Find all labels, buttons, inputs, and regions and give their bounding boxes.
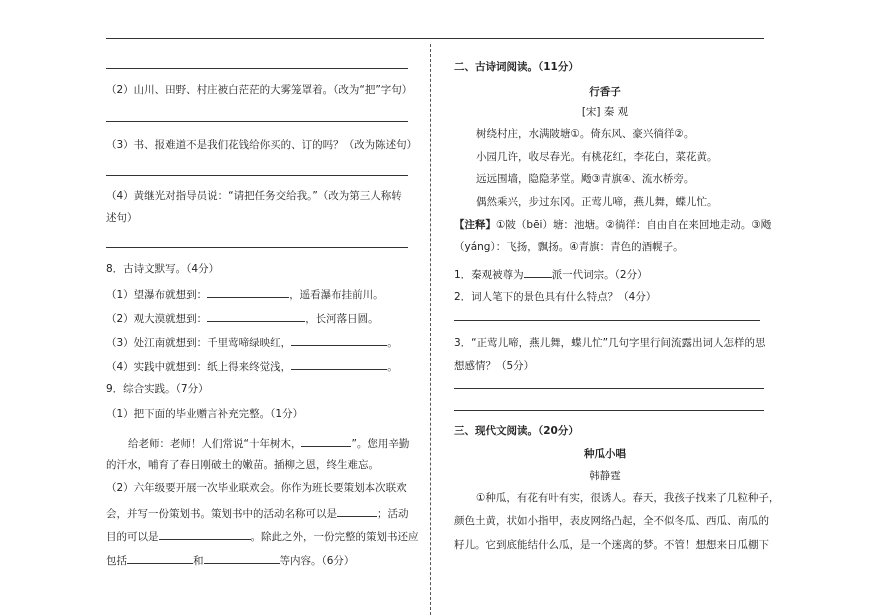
practice-2-line4-b: 和 — [193, 555, 204, 567]
recite-3-suffix: 。 — [387, 337, 398, 349]
reading-q3-line1: 3．“正莺儿啼，燕儿舞，蝶儿忙”几句字里行间流露出词人怎样的思 — [454, 337, 766, 349]
top-rule — [106, 38, 764, 39]
poem-line-2: 小园几许，收尽春光。有桃花红，李花白，菜花黄。 — [476, 151, 718, 163]
practice-2-line1: （2）六年级要开展一次毕业联欢会。你作为班长要策划本次联欢 — [106, 482, 407, 494]
story-line-3: 籽儿。它到底能结什么瓜，是一个迷离的梦。不管！想想来日瓜棚下 — [454, 539, 769, 551]
practice-2-line3-text: 目的可以是 — [106, 531, 159, 543]
blank-field[interactable] — [207, 286, 289, 298]
section-8-title: 8．古诗文默写。（4分） — [106, 263, 220, 275]
blank-field[interactable] — [337, 505, 377, 517]
poem-title: 行香子 — [589, 86, 621, 98]
answer-line — [454, 320, 760, 321]
blank-field[interactable] — [524, 266, 552, 278]
poem-line-3: 远远围墙，隐隐茅堂。飏③青旗④、流水桥旁。 — [476, 173, 695, 185]
farewell-line1 — [128, 435, 409, 451]
blank-field[interactable] — [204, 552, 280, 564]
question-3: （3）书、报难道不是我们花钱给你买的、订的吗？（改为陈述句） — [106, 139, 418, 151]
blank-field[interactable] — [207, 310, 305, 322]
answer-line — [106, 68, 408, 69]
recite-3-prefix: （3）处江南就想到：千里莺啼绿映红， — [106, 337, 292, 349]
recite-4-prefix: （4）实践中就想到：纸上得来终觉浅， — [106, 361, 292, 373]
story-title: 种瓜小唱 — [584, 448, 626, 460]
section-3-title: 三、现代文阅读。（20分） — [454, 425, 579, 437]
practice-2-line3-suffix: 。除此之外，一份完整的策划书还应 — [250, 531, 419, 543]
answer-line — [106, 247, 408, 248]
practice-2-line4-a: 包括 — [106, 555, 127, 567]
notes-text-1: ①陂（bēi）塘：池塘。②徜徉：自由自在来回地走动。③飏 — [496, 219, 772, 231]
practice-2-line2 — [106, 505, 409, 521]
blank-field[interactable] — [291, 358, 387, 370]
practice-2-line3 — [106, 528, 419, 544]
story-line-2: 颜色土黄，状如小指甲，表皮网络凸起，全不似冬瓜、西瓜、南瓜的 — [454, 515, 769, 527]
recite-1-prefix: （1）望瀑布就想到： — [106, 289, 208, 301]
reading-q1 — [454, 266, 648, 282]
answer-line — [454, 388, 764, 389]
story-line-1: ①种瓜，有花有叶有实，很诱人。春天，我孩子找来了几粒种子， — [476, 492, 780, 504]
farewell-prefix: 给老师：老师！人们常说“十年树木， — [128, 438, 302, 450]
reading-q3-line2: 想感情？（5分） — [454, 360, 535, 372]
blank-field[interactable] — [301, 435, 351, 447]
practice-2-line2-text: 会，并写一份策划书。策划书中的活动名称可以是 — [106, 508, 337, 520]
recite-2 — [106, 310, 379, 326]
farewell-line2: 的汗水，哺育了春日刚破土的嫩苗。插柳之恩，终生难忘。 — [106, 459, 379, 471]
practice-1: （1）把下面的毕业赠言补充完整。（1分） — [106, 408, 304, 420]
reading-q1-prefix: 1．秦观被尊为 — [454, 269, 524, 281]
section-9-title: 9．综合实践。（7分） — [106, 383, 209, 395]
recite-4 — [106, 358, 398, 374]
reading-q1-suffix: 派一代词宗。（2分） — [551, 269, 648, 281]
answer-line — [106, 175, 408, 176]
question-4-line1: （4）黄继光对指导员说：“请把任务交给我。”（改为第三人称转 — [106, 190, 402, 202]
notes-label: 【注释】 — [454, 219, 496, 231]
section-2-title: 二、古诗词阅读。（11分） — [454, 61, 579, 73]
question-2: （2）山川、田野、村庄被白茫茫的大雾笼罩着。（改为“把”字句） — [106, 84, 413, 96]
practice-2-line4 — [106, 552, 354, 568]
answer-line — [454, 410, 764, 411]
blank-field[interactable] — [127, 552, 193, 564]
poem-author: [宋] 秦 观 — [581, 106, 629, 118]
column-divider — [430, 44, 431, 615]
blank-field[interactable] — [159, 528, 251, 540]
recite-1 — [106, 286, 384, 302]
recite-4-suffix: 。 — [387, 361, 398, 373]
reading-q2: 2．词人笔下的景色具有什么特点？（4分） — [454, 291, 657, 303]
practice-2-line4-c: 等内容。（6分） — [279, 555, 355, 567]
notes-line-1 — [454, 218, 771, 232]
notes-line-2: （yáng）：飞扬，飘扬。④青旗：青色的酒幌子。 — [454, 241, 684, 253]
story-author: 韩静霆 — [589, 470, 621, 482]
answer-line — [106, 121, 408, 122]
practice-2-line2-suffix: ；活动 — [377, 508, 409, 520]
recite-1-suffix: ，遥看瀑布挂前川。 — [289, 289, 384, 301]
recite-2-suffix: ，长河落日圆。 — [305, 313, 379, 325]
farewell-suffix: ”。您用辛勤 — [351, 438, 410, 450]
recite-2-prefix: （2）观大漠就想到： — [106, 313, 208, 325]
recite-3 — [106, 334, 398, 350]
question-4-line2: 述句） — [106, 212, 138, 224]
poem-line-4: 偶然乘兴，步过东冈。正莺儿啼，燕儿舞，蝶儿忙。 — [476, 196, 718, 208]
poem-line-1: 树绕村庄，水满陂塘①。倚东风、豪兴徜徉②。 — [476, 128, 695, 140]
blank-field[interactable] — [291, 334, 387, 346]
